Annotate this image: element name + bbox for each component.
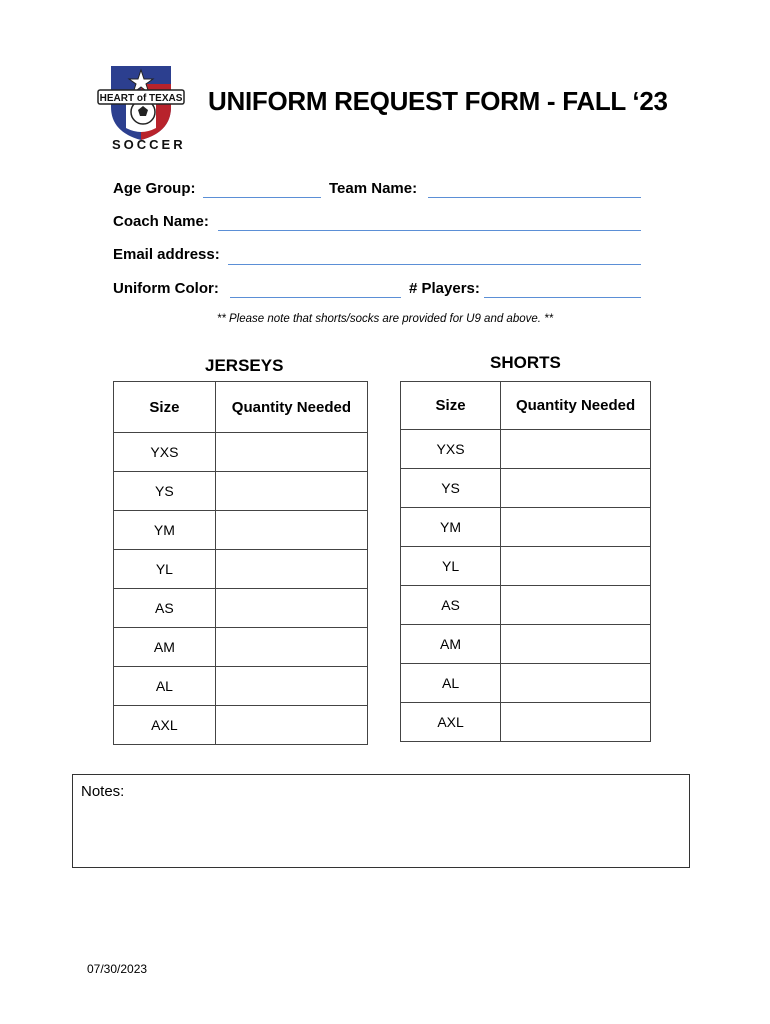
coach-name-field[interactable]	[218, 230, 641, 231]
jerseys-size-cell: AL	[114, 667, 216, 706]
table-row	[114, 433, 368, 472]
table-row	[114, 628, 368, 667]
shorts-size-cell: AXL	[401, 703, 501, 742]
jerseys-size-cell: AM	[114, 628, 216, 667]
jerseys-table	[113, 381, 368, 745]
table-row	[114, 706, 368, 745]
table-row	[401, 703, 651, 742]
jerseys-quantity-input[interactable]	[215, 433, 367, 472]
shorts-quantity-input[interactable]	[501, 625, 651, 664]
form-title: UNIFORM REQUEST FORM - FALL ‘23	[208, 86, 668, 116]
jerseys-quantity-input[interactable]	[215, 667, 367, 706]
footer-date: 07/30/2023	[87, 962, 148, 976]
jerseys-quantity-input[interactable]	[215, 628, 367, 667]
table-row	[401, 430, 651, 469]
table-row	[114, 589, 368, 628]
table-row	[401, 469, 651, 508]
jerseys-heading: JERSEYS	[205, 356, 284, 375]
jerseys-size-cell: YXS	[114, 433, 216, 472]
jerseys-quantity-input[interactable]	[215, 706, 367, 745]
jerseys-size-cell: AS	[114, 589, 216, 628]
shorts-size-header: Size	[401, 382, 501, 430]
shorts-size-cell: AM	[401, 625, 501, 664]
jerseys-quantity-input[interactable]	[215, 511, 367, 550]
table-row	[114, 550, 368, 589]
table-row	[401, 547, 651, 586]
age-group-field[interactable]	[203, 197, 321, 198]
shorts-size-cell: AL	[401, 664, 501, 703]
table-row	[401, 625, 651, 664]
shorts-quantity-input[interactable]	[501, 508, 651, 547]
jerseys-quantity-input[interactable]	[215, 472, 367, 511]
shorts-table	[400, 381, 651, 742]
email-field[interactable]	[228, 264, 641, 265]
jerseys-size-cell: YS	[114, 472, 216, 511]
jerseys-size-cell: YL	[114, 550, 216, 589]
shorts-quantity-input[interactable]	[501, 586, 651, 625]
players-label: # Players:	[409, 280, 480, 297]
jerseys-size-cell: AXL	[114, 706, 216, 745]
logo-banner-text: HEART of TEXAS	[99, 93, 183, 104]
jerseys-quantity-input[interactable]	[215, 589, 367, 628]
provision-note: ** Please note that shorts/socks are provided for U9 and above. **	[216, 313, 554, 325]
email-label: Email address:	[113, 246, 220, 263]
table-header-row	[401, 382, 651, 430]
shorts-quantity-input[interactable]	[501, 703, 651, 742]
players-field[interactable]	[484, 297, 641, 298]
table-row	[401, 664, 651, 703]
shorts-qty-header: Quantity Needed	[501, 382, 651, 430]
notes-label: Notes:	[81, 783, 125, 800]
shorts-quantity-input[interactable]	[501, 547, 651, 586]
jerseys-size-header: Size	[114, 382, 216, 433]
table-row	[114, 667, 368, 706]
jerseys-size-cell: YM	[114, 511, 216, 550]
shorts-heading: SHORTS	[490, 353, 561, 372]
shorts-size-cell: YXS	[401, 430, 501, 469]
table-header-row	[114, 382, 368, 433]
team-name-label: Team Name:	[329, 180, 418, 197]
shorts-quantity-input[interactable]	[501, 469, 651, 508]
table-row	[401, 586, 651, 625]
jerseys-quantity-input[interactable]	[215, 550, 367, 589]
uniform-color-field[interactable]	[230, 297, 401, 298]
shorts-size-cell: YS	[401, 469, 501, 508]
jerseys-qty-header: Quantity Needed	[215, 382, 367, 433]
table-row	[114, 511, 368, 550]
shorts-size-cell: AS	[401, 586, 501, 625]
table-row	[114, 472, 368, 511]
age-group-label: Age Group:	[113, 180, 196, 197]
notes-box[interactable]	[72, 774, 690, 868]
coach-name-label: Coach Name:	[113, 213, 209, 230]
uniform-color-label: Uniform Color:	[113, 280, 219, 297]
shorts-quantity-input[interactable]	[501, 664, 651, 703]
team-name-field[interactable]	[428, 197, 641, 198]
shorts-quantity-input[interactable]	[501, 430, 651, 469]
shield-icon	[96, 62, 186, 142]
shorts-size-cell: YM	[401, 508, 501, 547]
shorts-size-cell: YL	[401, 547, 501, 586]
logo-wordmark: SOCCER	[112, 137, 186, 152]
table-row	[401, 508, 651, 547]
